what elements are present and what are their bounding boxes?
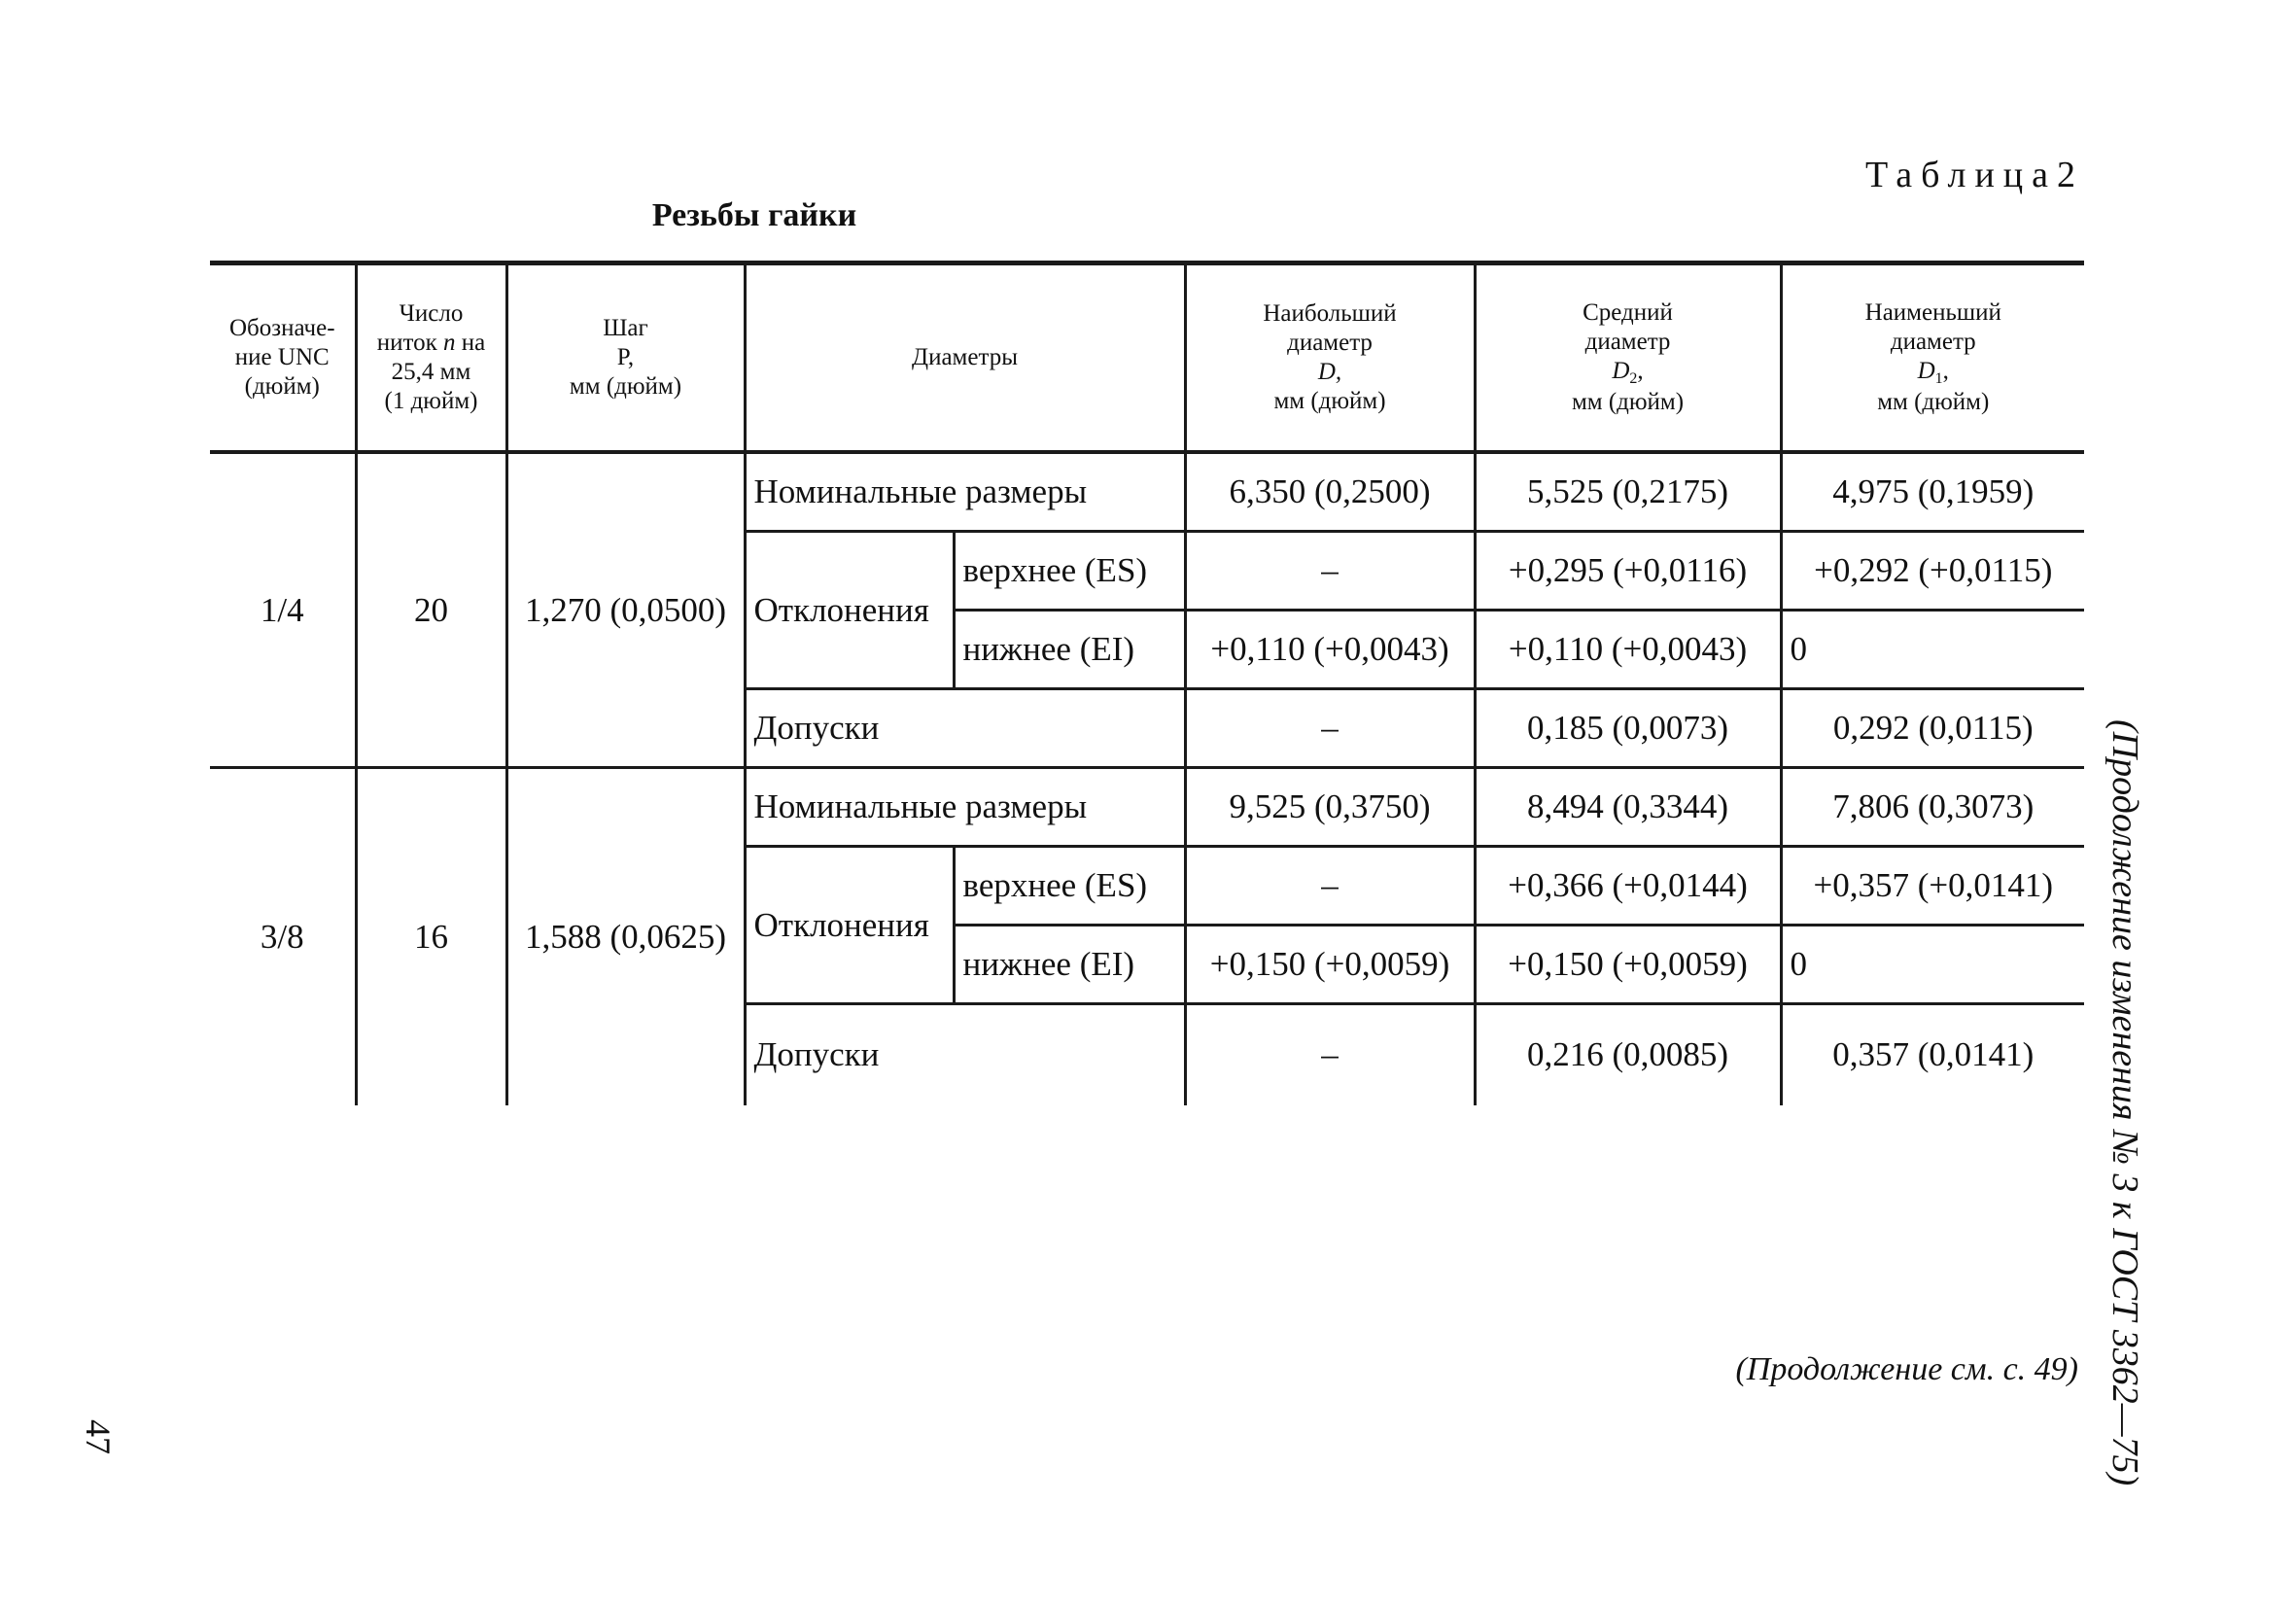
nominal-minor: 7,806 (0,3073): [1781, 768, 2084, 847]
deviation-label: Отклонения: [745, 847, 954, 1004]
nominal-major: 9,525 (0,3750): [1185, 768, 1475, 847]
tolerance-major: –: [1185, 689, 1475, 768]
tolerance-pitch-diameter: 0,185 (0,0073): [1475, 689, 1781, 768]
nominal-label: Номинальные размеры: [745, 768, 1185, 847]
pitch-cell: 1,270 (0,0500): [506, 452, 745, 768]
upper-minor: +0,292 (+0,0115): [1781, 532, 2084, 611]
upper-deviation-label: верхнее (ES): [954, 532, 1185, 611]
tolerance-label: Допуски: [745, 1004, 1185, 1105]
designation-cell: 1/4: [210, 452, 356, 768]
upper-deviation-label: верхнее (ES): [954, 847, 1185, 926]
threads-cell: 20: [356, 452, 506, 768]
thread-table: [210, 261, 2084, 1105]
lower-major: +0,110 (+0,0043): [1185, 611, 1475, 689]
continuation-note: (Продолжение см. с. 49): [1735, 1351, 2078, 1387]
tolerance-major: –: [1185, 1004, 1475, 1105]
nominal-major: 6,350 (0,2500): [1185, 452, 1475, 532]
side-margin-note: (Продолжение изменения № 3 к ГОСТ 3362—75): [2105, 719, 2145, 1486]
lower-deviation-label: нижнее (EI): [954, 926, 1185, 1004]
header-threads: Число ниток n на 25,4 мм (1 дюйм): [356, 263, 506, 453]
nominal-minor: 4,975 (0,1959): [1781, 452, 2084, 532]
page-number: 47: [79, 1419, 118, 1454]
header-pitch-diameter: Средний диаметр $D_2$, мм (дюйм): [1475, 263, 1781, 453]
header-minor-diameter: Наименьший диаметр $D_1$, мм (дюйм): [1781, 263, 2084, 453]
lower-pitch-diameter: +0,110 (+0,0043): [1475, 611, 1781, 689]
table-title-text: Резьбы гайки: [651, 197, 857, 233]
nominal-label: Номинальные размеры: [745, 452, 1185, 532]
upper-major: –: [1185, 532, 1475, 611]
lower-deviation-label: нижнее (EI): [954, 611, 1185, 689]
header-designation: Обозначе- ние UNC (дюйм): [210, 263, 356, 453]
upper-major: –: [1185, 847, 1475, 926]
nominal-pitch-diameter: 8,494 (0,3344): [1475, 768, 1781, 847]
table-title: [0, 197, 2296, 234]
upper-minor: +0,357 (+0,0141): [1781, 847, 2084, 926]
lower-minor: 0: [1781, 611, 2084, 689]
nominal-pitch-diameter: 5,525 (0,2175): [1475, 452, 1781, 532]
tolerance-label: Допуски: [745, 689, 1185, 768]
header-row: [210, 263, 2084, 453]
table-row: [210, 768, 2084, 847]
tolerance-minor: 0,357 (0,0141): [1781, 1004, 2084, 1105]
lower-pitch-diameter: +0,150 (+0,0059): [1475, 926, 1781, 1004]
pitch-cell: 1,588 (0,0625): [506, 768, 745, 1105]
table-number-label: Таблица2: [1864, 155, 2084, 195]
lower-major: +0,150 (+0,0059): [1185, 926, 1475, 1004]
designation-cell: 3/8: [210, 768, 356, 1105]
tolerance-minor: 0,292 (0,0115): [1781, 689, 2084, 768]
header-diameters: Диаметры: [745, 263, 1185, 453]
lower-minor: 0: [1781, 926, 2084, 1004]
deviation-label: Отклонения: [745, 532, 954, 689]
upper-pitch-diameter: +0,366 (+0,0144): [1475, 847, 1781, 926]
upper-pitch-diameter: +0,295 (+0,0116): [1475, 532, 1781, 611]
table-row: [210, 452, 2084, 532]
tolerance-pitch-diameter: 0,216 (0,0085): [1475, 1004, 1781, 1105]
threads-cell: 16: [356, 768, 506, 1105]
header-major-diameter: Наибольший диаметр D, мм (дюйм): [1185, 263, 1475, 453]
header-pitch: Шаг P, мм (дюйм): [506, 263, 745, 453]
